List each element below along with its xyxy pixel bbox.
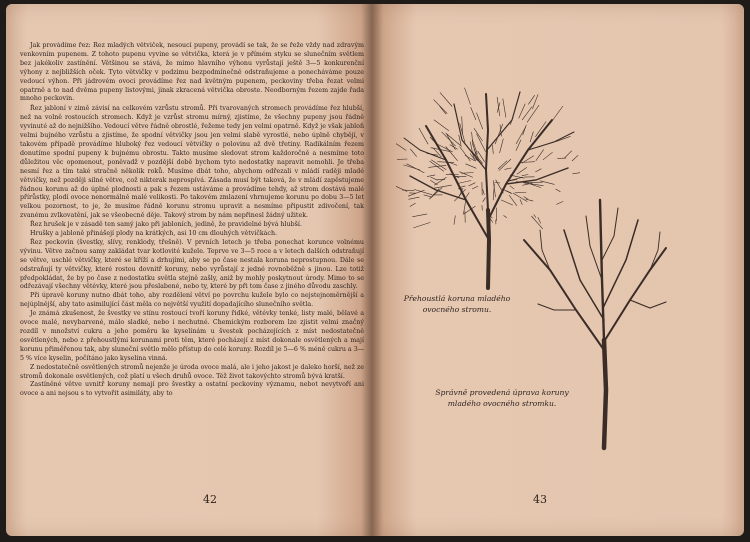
twig — [483, 198, 486, 202]
twig — [440, 106, 446, 114]
caption-line: mladého ovocného stromku. — [447, 398, 557, 408]
twig — [434, 120, 449, 131]
paragraph: Jak provádíme řez: Řez mladých větviček, nesoucí pupeny, provádí se tak, že se řeže vždy nad zdravým venkovním pupenem. Z tohoto pupenu vyvine se větvička, která je v přímém styku se slunečním světlem bez jakékoliv zastínění. Většinou se stává, že mimo hlavního výhonu vyrůstají ještě 3—5 konkurenční výhony z nejbližších oček. Tyto větvičky v podzimu bezpodmínečně odstraňujeme a ponecháváme pouze vedoucí výhon. Při jádrovém ovoci provádíme řez nad květným pupenem, peckoviny třeba řezat velmi opatrně a to nad dvěma pupeny listovými, jinak zkracená větvička obroste. Neodborným řezem zajde řada mnoho peckovin. — [20, 42, 364, 103]
twig — [500, 139, 504, 153]
twig — [412, 214, 427, 217]
twig — [510, 186, 515, 190]
twig — [543, 152, 553, 160]
twig — [516, 140, 521, 151]
twig — [496, 180, 504, 194]
twig — [471, 107, 476, 120]
twig — [477, 134, 486, 152]
twig — [501, 200, 513, 205]
paragraph: Řez jabloní v zimě závisí na celkovém vzrůstu stromů. Při tvarovaných stromech provádíme řez hlubší, než na volně rostoucích stromech. Když je vzrůst stromu mírný, zjistíme, že všechny pupeny jsou řádně vyvinuté až do nejnižšího. Vedoucí větve řádně obrostlé, řežeme tedy jen velmi opatrně. Když je však jabloň velmi bujného vzrůstu a zjistíme, že spodní větvičky jsou jen velmi slabě vyrostlé, nebo úplně chybějí, v takovém případě provádíme hluboký řez vedoucí větvičky o polovinu až dvě třetiny. Radikálním řezem donutíme spodní pupeny k bujnému obrostu. Takto musíme sledovat strom každoročně a nesmíme toto důležitou věc opomenout, poněvadž v pozdější době bychom tyto nedostatky napravit nemohli. Je třeba nesmí řez a tím také stračně několik roků. Musíme dbát toho, abychom odřezali v mládí raději mladé větvičky, než později silné větve, což nikterak neprospívá. Zásada musí být taková, že v mládí zapěstujeme řádnou korunu až do úplné plodnosti a pak s řezem ustáváme a provádíme tehdy, až strom dostává malé přírůstky, plodí ovoce nenormálně malé velikosti. Po takovém zmlazení vhrnujeme korunu po dobu 3—5 let velkou pozornost, to je, že musíme řádně korunu stromu upravit a nesmíme připustit zdivočení, tak zvanému zvlkovatění, jak se všeobecně děje. Takový strom by nám nepřinesl žádný užitek. — [20, 105, 364, 220]
twig — [413, 222, 430, 228]
twig — [550, 106, 563, 124]
left-page-text — [20, 42, 364, 482]
twig — [498, 161, 507, 169]
book-spread — [6, 4, 744, 536]
left-page — [6, 4, 372, 536]
twig — [472, 132, 473, 146]
twig — [461, 186, 466, 187]
twig — [497, 102, 500, 112]
twig — [440, 92, 452, 106]
twig — [427, 175, 435, 177]
paragraph: Zastíněné větve uvnitř koruny nemají pro švestky a ostatní peckoviny významu, nebot nevytvoří ani ovoce a ani nejsou s to vytvořit asimiláty, aby to — [20, 381, 364, 398]
twig — [409, 197, 420, 199]
twig — [535, 169, 541, 172]
caption-line: Správně provedená úprava koruny — [435, 388, 569, 397]
twig — [572, 155, 578, 161]
twig — [410, 149, 416, 157]
twig — [538, 142, 554, 147]
twig — [458, 181, 472, 184]
twig — [540, 181, 554, 185]
twig — [430, 187, 442, 198]
twig — [431, 160, 446, 170]
twig — [492, 145, 493, 154]
twig — [396, 186, 407, 191]
twig — [414, 189, 432, 194]
twig — [523, 125, 527, 135]
twig — [430, 180, 437, 185]
twig — [497, 97, 500, 116]
caption-line: Přehoustlá koruna mladého — [403, 294, 511, 303]
paragraph: Řez peckovin (švestky, slívy, renklody, třešně). V prvních letech je třeba ponechat korunce volnému vývinu. Větve začnou samy zakládat tvar kotlovité kužele. Teprve ve 3—5 roce a v letech dalších odstraňují se větve, uschlé větvičky, které se kříží a drhujími, aby se po čase nestala koruna neprostupnou. Dále se odstraňují ty větvičky, které rostou dovnitř koruny, nebo vyrůstají z jedné rovnoběžně s jinou. Lze totiž předpokládat, že by po čase z nedostatku světla stejně zašly, aniž by mohly poskytnout úrody. Mimo to se odřezávají všechny větévky, které jsou přeslabené, nebo ty, které by při tom čase z jiného důvodu zaschly. — [20, 238, 364, 291]
caption-pruned — [412, 388, 592, 409]
twig — [505, 168, 512, 170]
twig — [503, 99, 506, 118]
paragraph: Řez hrušek je v zásadě ten samý jako při jabloních, jedině, že pravidelné bývá hlubší. — [30, 221, 302, 229]
twig — [528, 95, 534, 104]
twig — [499, 159, 511, 171]
twig — [450, 145, 458, 150]
twig — [468, 183, 475, 186]
twig — [517, 167, 527, 174]
twig — [419, 128, 428, 144]
twig — [519, 104, 526, 119]
twig — [431, 177, 438, 180]
twig — [434, 185, 452, 188]
right-page — [372, 4, 744, 536]
twig — [532, 94, 538, 109]
twig — [520, 162, 535, 163]
twig — [404, 165, 421, 170]
caption-line: ovocného stromu. — [422, 304, 492, 314]
twig — [396, 140, 406, 151]
twig — [504, 215, 507, 217]
twig — [442, 132, 456, 146]
paragraph: Při úpravě koruny nutno dbát toho, aby rozdělení větví po povrchu kužele bylo co nejstejnoměrnější a nejúplnější, aby tato asimilující část měla co největší využití dopadajícího slunečního světla. — [20, 292, 364, 309]
pruned-tree-illustration — [520, 190, 670, 452]
paragraph: Z nedostatečně osvětlených stromů nejenže je úroda ovoce malá, ale i jeho jakost je daleko horší, než ze stromů dokonale osvětlených, což platí u všech druhů ovoce. Též život takovýchto stromů bývá kratší. — [20, 363, 364, 380]
twig — [522, 175, 529, 176]
page-number: 42 — [203, 493, 217, 506]
twig — [572, 172, 580, 173]
twig — [530, 132, 533, 143]
twig — [424, 195, 431, 197]
page-number: 43 — [533, 493, 547, 506]
twig — [477, 113, 483, 129]
twig — [495, 124, 503, 144]
twig — [474, 128, 483, 141]
twig — [434, 100, 448, 114]
twig — [536, 149, 544, 160]
twig — [466, 164, 477, 169]
twig — [446, 147, 458, 161]
twig — [522, 107, 532, 120]
twig — [565, 151, 572, 158]
twig — [516, 127, 526, 144]
twig — [429, 189, 439, 200]
twig — [430, 161, 444, 171]
twig — [410, 203, 416, 206]
caption-overgrown — [382, 294, 532, 315]
twig — [510, 116, 513, 125]
paragraph: Je známá zkušenost, že švestky ve stínu rostoucí tvoří koruny řidké, větévky tenké, listy malé, bělavé a ovoce malé, nevybarvené, málo sladké, nebo i nechutné. Chemickým rozborem lze zjistit velmi značný rozdíl v množství cukru a jeho poměru ke kyselinám u švestek pocházejících z míst nedostatečně osvětlených, nebo z přehoustlými korunami proti těm, které pocházejí z míst dokonale osvětlených a mají korunu přiměřenou tak, aby sluneční světlo mělo přístup do celé koruny. Rozdíl je 5—6 % méně cukru a 3—5 % více kyselin, počítáno jako kyselina vinná. — [20, 310, 364, 362]
paragraph: Hrušky a jabloně přinášejí plody na krátkých, asi 10 cm dlouhých větvičkách. — [30, 230, 278, 238]
twig — [483, 189, 485, 194]
twig — [465, 88, 471, 105]
twig — [437, 162, 454, 163]
twig — [466, 193, 469, 198]
twig — [454, 216, 455, 225]
twig — [472, 186, 478, 189]
